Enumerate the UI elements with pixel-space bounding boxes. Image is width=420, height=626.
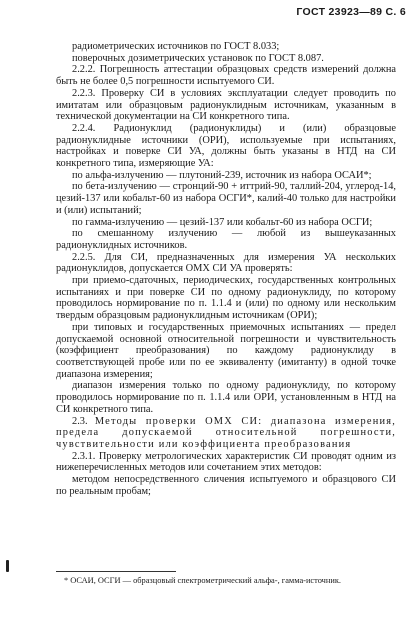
paragraph: 2.2.2. Погрешность аттестации образцовых средств измерений должна быть не более 0,5 погрешности испытуемого СИ. (56, 64, 396, 88)
scan-edge-mark (6, 560, 9, 572)
footnote: * ОСАИ, ОСГИ — образцовый спектрометрический альфа-, гамма-источник. (64, 576, 342, 585)
paragraph: диапазон измерения только по одному радионуклиду, по которому проводилось нормирование по п. 1.1.4 или ОРИ, установленным в НТД на СИ конкретного типа. (56, 380, 396, 415)
paragraph: по альфа-излучению — плутоний-239, источник из набора ОСАИ*; (72, 169, 372, 181)
paragraph: 2.2.5. Для СИ, предназначенных для измерения УА нескольких радионуклидов, допускается ОМХ СИ УА проверять: (56, 251, 396, 275)
paragraph: 2.2.4. Радионуклид (радионуклиды) и (или) образцовые радионуклидные источники (ОРИ), используемые при испытаниях, настройках и поверке СИ УА, должны быть указаны в НТД на СИ конкретного типа, измеряющие УА: (56, 122, 396, 170)
section-title: Методы проверки ОМХ СИ: диапазона измерения, предела допускаемой относительной погрешности, чувствительности или коэффициента преобразования (56, 415, 396, 450)
section-number: 2.3. (72, 415, 88, 427)
paragraph: по бета-излучению — стронций-90 + иттрий-90, таллий-204, углерод-14, цезий-137 или кобальт-60 из набора ОСГИ*, калий-40 только для настройки и (или) испытаний; (56, 181, 396, 216)
paragraph: по смешанному излучению — любой из вышеуказанных радионуклидных источников. (56, 228, 396, 251)
section-heading (56, 416, 396, 451)
paragraph: 2.2.3. Проверку СИ в условиях эксплуатации следует проводить по имитатам или образцовым радионуклидным источникам, указанным в технической документации на СИ конкретного типа. (56, 87, 396, 123)
paragraph: методом непосредственного сличения испытуемого и образцового СИ по реальным пробам; (56, 474, 396, 497)
paragraph: при типовых и государственных приемочных испытаниях — предел допускаемой основной относительной погрешности и чувствительность (коэффициент преобразования) по каждому радионуклиду в соответствующей пробе или по ее эквиваленту (имитанту) в одной точке диапазона измерения; (56, 321, 396, 380)
paragraph: 2.3.1. Проверку метрологических характеристик СИ проводят одним из нижеперечисленных методов или сочетанием этих методов: (56, 450, 396, 474)
footnote-divider (56, 571, 176, 572)
paragraph: по гамма-излучению — цезий-137 или кобальт-60 из набора ОСГИ; (72, 216, 373, 228)
paragraph: при приемо-сдаточных, периодических, государственных контрольных испытаниях и при поверке СИ по одному радионуклиду, по которому проводилось нормирование по п. 1.1.4 и (или) по одному или нескольким твердым образцовым радионуклидным источникам (ОРИ); (56, 275, 396, 322)
paragraph: поверочных дозиметрических установок по ГОСТ 8.087. (72, 52, 324, 64)
paragraph: радиометрических источников по ГОСТ 8.033; (72, 41, 280, 52)
main-text (56, 41, 396, 497)
page-header: ГОСТ 23923—89 С. 6 (296, 6, 406, 18)
